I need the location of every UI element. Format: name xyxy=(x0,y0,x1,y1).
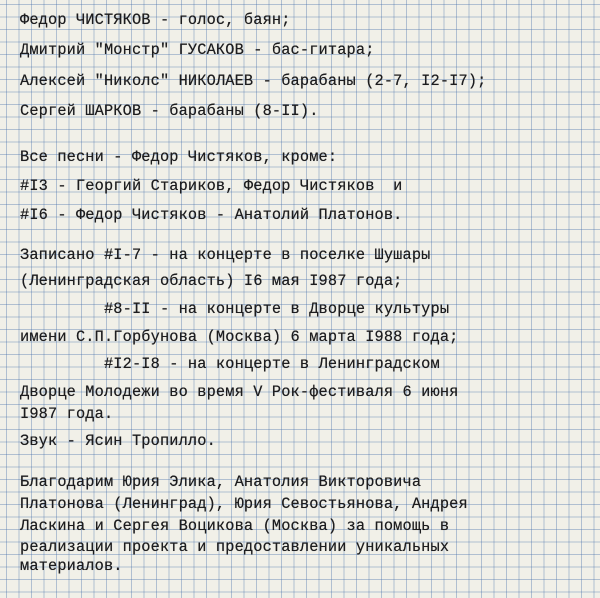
credit-line-drums-sharkov: Сергей ШАРКОВ - барабаны (8-II). xyxy=(20,102,319,120)
thanks-line-2: Платонова (Ленинград), Юрия Севостьянова, Андрея xyxy=(20,495,468,513)
credit-line-vocals: Федор ЧИСТЯКОВ - голос, баян; xyxy=(20,11,291,29)
thanks-line-4: реализации проекта и предоставлении уникальных xyxy=(20,538,450,556)
recording-line-1: Записано #I-7 - на концерте в поселке Шушары xyxy=(20,246,431,264)
credit-line-drums-nikolaev: Алексей "Николс" НИКОЛАЕВ - барабаны (2-7, I2-I7); xyxy=(20,72,487,90)
credit-line-bass: Дмитрий "Монстр" ГУСАКОВ - бас-гитара; xyxy=(20,41,375,59)
recording-line-3: #8-II - на концерте в Дворце культуры xyxy=(20,300,450,318)
recording-line-7: I987 года. xyxy=(20,405,114,423)
songs-line-3: #I6 - Федор Чистяков - Анатолий Платонов. xyxy=(20,206,403,224)
recording-line-6: Дворце Молодежи во время V Рок-фестиваля 6 июня xyxy=(20,383,459,401)
thanks-line-3: Ласкина и Сергея Воцикова (Москва) за помощь в xyxy=(20,517,450,535)
songs-line-1: Все песни - Федор Чистяков, кроме: xyxy=(20,148,338,166)
recording-line-5: #I2-I8 - на концерте в Ленинградском xyxy=(20,355,440,373)
songs-line-2: #I3 - Георгий Стариков, Федор Чистяков и xyxy=(20,177,403,195)
thanks-line-5: материалов. xyxy=(20,557,123,575)
recording-line-2: (Ленинградская область) I6 мая I987 года; xyxy=(20,272,403,290)
sound-engineer-line: Звук - Ясин Тропилло. xyxy=(20,432,216,450)
thanks-line-1: Благодарим Юрия Элика, Анатолия Викторовича xyxy=(20,473,422,491)
recording-line-4: имени С.П.Горбунова (Москва) 6 марта I988 года; xyxy=(20,328,459,346)
